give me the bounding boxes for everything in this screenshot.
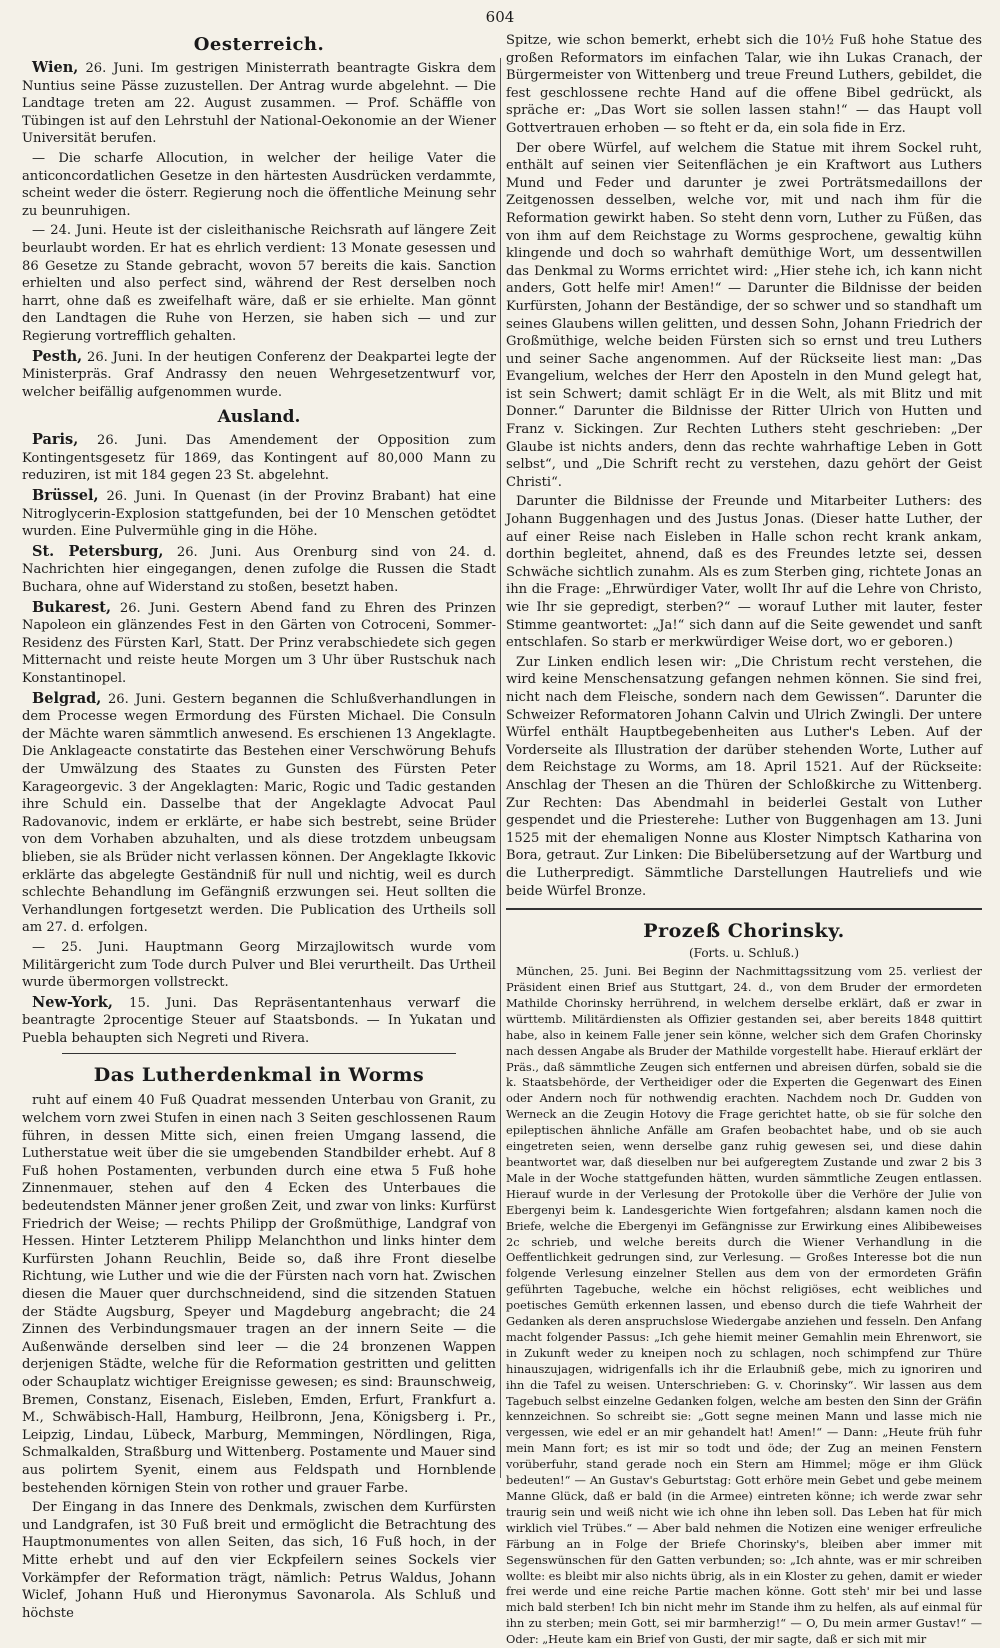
news-text: 26. Juni. Gestern Abend fand zu Ehren des Prinzen Napoleon ein glänzendes Fest in den Gärten von Cotroceni, Sommer-Residenz des Fürsten Karl, Statt. Der Prinz verabschiedete sich gegen Mitternacht und reiste heute Morgen um 3 Uhr über Rustschuk nach Konstantinopel. <box>22 600 496 686</box>
article-paragraph: Darunter die Bildnisse der Freunde und Mitarbeiter Luthers: des Johann Buggenhagen und des Justus Jonas. (Dieser hatte Luther, der auf einer Reise nach Eisleben in Halle schon recht krank ankam, dorthin begleitet, ahnend, daß es des Freundes letzte sei, dessen Schwäche sichtlich zunahm. Als es zum Sterben ging, richtete Jonas an ihn die Frage: „Ehrwürdiger Vater, wollt Ihr auf die Lehre von Christo, wie Ihr sie gepredigt, sterben?“ — worauf Luther mit lauter, fester Stimme geantwortet: „Ja!“ sich dann auf die Seite gewendet und sanft entschlafen. So starb er merkwürdiger Weise dort, wo er geboren.) <box>506 494 982 651</box>
article-title-lutherdenkmal: Das Lutherdenkmal in Worms <box>93 1064 425 1087</box>
news-text: 26. Juni. Das Amendement der Opposition zum Kontingentsgesetz für 1869, das Kontingent auf 80,000 Mann zu reduziren, ist mit 184 gegen 23 St. abgelehnt. <box>22 433 496 484</box>
article-paragraph: Spitze, wie schon bemerkt, erhebt sich die 10½ Fuß hohe Statue des großen Reformators im einfachen Talar, wie ihn Lukas Cranach, der Bürgermeister von Wittenberg und treue Freund Luthers, gebildet, die fest geschlossene rechte Hand auf die offene Bibel gedrückt, als spräche er: „Das Wort sie sollen lassen stahn!“ — das Haupt voll Gottvertrauen erhoben — so fteht er da, ein sola fide in Erz. <box>506 33 982 136</box>
news-paragraph: — 25. Juni. Hauptmann Georg Mirzajlowitsch wurde vom Militärgericht zum Tode durch Pulver und Blei verurtheilt. Das Urtheil wurde übermorgen vollstreckt. <box>22 939 496 991</box>
section-heading-oesterreich: Oesterreich. <box>193 34 325 55</box>
continuation-note: (Forts. u. Schluß.) <box>688 946 800 961</box>
dateline-place: Belgrad, <box>32 689 102 707</box>
right-column <box>506 32 982 1647</box>
news-text: 15. Juni. Das Repräsentantenhaus verwarf die beantragte 2procentige Steuer auf Staatsbonds. — In Yukatan und Puebla behaupten sich Negreti und Rivera. <box>22 995 496 1046</box>
dateline-place: New-York, <box>32 993 113 1011</box>
news-item-pesth <box>22 348 496 402</box>
article-paragraph: Zur Linken endlich lesen wir: „Die Christum recht verstehen, die wird keine Menschensatzung gefangen nehmen können. Sie sind frei, nicht nach dem Fleische, sondern nach dem Gewissen“. Darunter die Schweizer Reformatoren Johann Calvin und Ulrich Zwingli. Der untere Würfel enthält Hauptbegebenheiten aus Luther's Leben. Auf der Vorderseite als Illustration der darüber stehenden Worte, Luther auf dem Reichstage zu Worms, am 18. April 1521. Auf der Rückseite: Anschlag der Thesen an die Thüren der Schloßkirche zu Wittenberg. Zur Rechten: Das Abendmahl in beiderlei Gestalt von Luther gespendet und die Priesterehe: Luther von Buggenhagen am 13. Juni 1525 mit der ehemaligen Nonne aus Kloster Nimptsch Katharina von Bora, getraut. Zur Linken: Die Bibelübersetzung auf der Wartburg und die Lutherpredigt. Sämmtliche Darstellungen Hautreliefs und wie beide Würfel Bronze. <box>506 654 982 899</box>
article-paragraph: Der obere Würfel, auf welchem die Statue mit ihrem Sockel ruht, enthält auf seinen vier Seitenflächen je ein Kraftwort aus Luthers Mund und Feder und darunter je zwei Porträtsmedaillons der Zeitgenossen desselben, welche vor, mit und nach ihm für die Reformation gewirkt haben. So steht denn vorn, Luther zu Füßen, das von ihm auf dem Reichstage zu Worms gesprochene, gewaltig kühn klingende und doch so wahrhaft demüthige Wort, um dessentwillen das Denkmal zu Worms errichtet wird: „Hier stehe ich, ich kann nicht anders, Gott helfe mir! Amen!“ — Darunter die Bildnisse der beiden Kurfürsten, Johann der Beständige, der so schwer und so standhaft um seines Glaubens willen gelitten, und dessen Sohn, Johann Friedrich der Großmüthige, welche beiden Fürsten sich so ernst und treu Luthers und seiner Sache angenommen. Auf der Rückseite liest man: „Das Evangelium, welches der Herr den Aposteln in den Mund gelegt hat, ist sein Schwert; damit schlägt Er in die Welt, als mit Blitz und mit Donner.“ Darunter die Bildnisse der Ritter Ulrich von Hutten und Franz v. Sickingen. Zur Rechten Luthers steht geschrieben: „Der Glaube ist nichts anders, denn das rechte wahrhaftige Leben in Gott selbst“, und „Die Schrift recht zu verstehen, dazu gehört der Geist Christi“. <box>506 140 982 490</box>
news-item-petersburg <box>22 543 496 597</box>
news-text: 26. Juni. Im gestrigen Ministerrath beantragte Giskra dem Nuntius seine Pässe zuzustellen. Der Antrag wurde abgelehnt. — Die Landtage treten am 22. August zusammen. — Prof. Schäffle von Tübingen ist auf den Lehrstuhl der National-Oekonomie an der Wiener Universität berufen. <box>22 61 496 147</box>
news-text: 26. Juni. Gestern begannen die Schlußverhandlungen in dem Processe wegen Ermordung des Fürsten Michael. Die Consuln der Mächte waren sämmtlich anwesend. Es erschienen 13 Angeklagte. Die Anklageacte constatirte das Bestehen einer Verschwörung Behufs der Umwälzung des Staates zu Gunsten des Fürsten Peter Karageorgevic. 3 der Angeklagten: Maric, Rogic und Tadic gestanden ihre Schuld ein. Dasselbe that der Angeklagte Advocat Paul Radovanovic, indem er erklärte, er habe sich bestrebt, seine Brüder von dem Vorhaben abzuhalten, und als diese trotzdem unbeugsam blieben, sie als Brüder nicht verlassen können. Der Angeklagte Ikkovic erklärte das abgelegte Geständniß für null und nichtig, weil es durch schlechte Behandlung im Gefängniß erzwungen sei. Heut sollten die Verhandlungen fortgesetzt werden. Die Publication des Urtheils soll am 27. d. erfolgen. <box>22 691 496 936</box>
left-column <box>22 32 496 1621</box>
news-item-paris <box>22 431 496 485</box>
article-paragraph: ruht auf einem 40 Fuß Quadrat messenden Unterbau von Granit, zu welchem vorn zwei Stufen in einen nach 3 Seiten geschlossenen Raum führen, in dessen Mitte sich, einen freien Umgang lassend, die Lutherstatue weit über die sie umgebenden Standbilder erhebt. Auf 8 Fuß hohen Postamenten, verbunden durch eine etwa 5 Fuß hohe Zinnenmauer, stehen auf den 4 Ecken des Unterbaues die bedeutendsten Männer jener großen Zeit, und zwar von links: Kurfürst Friedrich der Weise; — rechts Philipp der Großmüthige, Landgraf von Hessen. Hinter Letzterem Philipp Melanchthon und links hinter dem Kurfürsten Johann Reuchlin, Beide so, daß ihre Front dieselbe Richtung, wie Luther und wie die der Fürsten nach vorn hat. Zwischen diesen die Mauer quer durchschneidend, sind die sitzenden Statuen der Städte Augsburg, Speyer und Magdeburg angebracht; die 24 Zinnen des Verbindungsmauer tragen an der innern Seite — die Außenwände derselben sind leer — die 24 bronzenen Wappen derjenigen Städte, welche für die Reformation gestritten und gelitten oder Schauplatz wichtiger Ereignisse gewesen; es sind: Braunschweig, Bremen, Constanz, Eisenach, Eisleben, Emden, Erfurt, Frankfurt a. M., Schwäbisch-Hall, Hamburg, Heilbronn, Jena, Königsberg i. Pr., Leipzig, Lindau, Lübeck, Marburg, Memmingen, Nördlingen, Riga, Schmalkalden, Straßburg und Wittenberg. Postamente und Mauer sind aus polirtem Syenit, einem aus Feldspath und Hornblende bestehenden körnigen Stein von rother und grauer Farbe. <box>22 1093 496 1496</box>
dateline-place: Paris, <box>32 431 79 449</box>
news-text: 26. Juni. In der heutigen Conferenz der Deakpartei legte der Ministerpräs. Graf Andrassy den neuen Wehrgesetzentwurf vor, welcher beifällig aufgenommen wurde. <box>22 349 496 400</box>
dateline-place: St. Petersburg, <box>32 542 164 560</box>
news-paragraph: — Die scharfe Allocution, in welcher der heilige Vater die anticoncordatlichen Gesetze in den härtesten Ausdrücken verdammte, scheint weder die österr. Regierung noch die öffentliche Meinung sehr zu beunruhigen. <box>22 150 496 219</box>
news-item-belgrad <box>22 690 496 937</box>
news-text: 26. Juni. In Quenast (in der Provinz Brabant) hat eine Nitroglycerin-Explosion stattgefunden, bei der 10 Menschen getödtet wurden. Eine Pulvermühle ging in die Höhe. <box>22 489 496 540</box>
news-item-bruessel <box>22 487 496 541</box>
page-number: 604 <box>485 8 515 26</box>
dateline-place: Bukarest, <box>32 598 112 616</box>
news-paragraph: — 24. Juni. Heute ist der cisleithanische Reichsrath auf längere Zeit beurlaubt worden. Er hat es ehrlich verdient: 13 Monate gesessen und 86 Gesetze zu Stande gebracht, wovon 57 bereits die kais. Sanction erhielten und also perfect sind, während der Rest derselben noch harrt, ohne daß es zweifelhaft wäre, daß er sie erhielte. Man gönnt den Landtagen die Ruhe von Herzen, sie haben sich — und zur Regierung vortrefflich gehalten. <box>22 223 496 344</box>
news-text: 26. Juni. Aus Orenburg sind von 24. d. Nachrichten hier eingegangen, denen zufolge die Russen die Stadt Buchara, ohne auf Widerstand zu stoßen, besetzt haben. <box>22 544 496 596</box>
news-item-newyork <box>22 994 496 1048</box>
column-divider <box>500 58 501 1478</box>
dateline-place: Brüssel, <box>32 487 99 505</box>
article-paragraph: Der Eingang in das Innere des Denkmals, zwischen dem Kurfürsten und Landgrafen, ist 30 Fuß breit und ermöglicht die Betrachtung des Hauptmonumentes von allen Seiten, das sich, 16 Fuß hoch, in der Mitte erhebt und auf den vier Eckpfeilern seines Sockels vier Vorkämpfer der Reformation trägt, nämlich: Petrus Waldus, Johann Wiclef, Johann Huß und Hieronymus Savonarola. Als Schluß und höchste <box>22 1500 496 1621</box>
section-separator <box>506 908 982 910</box>
news-item-bukarest <box>22 599 496 688</box>
dateline-place: Pesth, <box>32 347 83 365</box>
article-paragraph: München, 25. Juni. Bei Beginn der Nachmittagssitzung vom 25. verliest der Präsident einen Brief aus Stuttgart, 24. d., von dem Bruder der ermordeten Mathilde Chorinsky herrührend, in welchem derselbe erklärt, daß er zwar in württemb. Militärdiensten als Offizier gestanden sei, aber bereits 1848 quittirt habe, also in keinem Falle jener sein könne, welcher sich dem Grafen Chorinsky nach dessen Angabe als Bruder der Mathilde vorgestellt habe. Hierauf erklärt der Präs., daß sämmtliche Zeugen sich entfernen und abreisen dürfen, sobald sie die k. Staatsbehörde, der Vertheidiger oder die Experten die Gegenwart des Einen oder Andern noch für nothwendig erachten. Nachdem noch Dr. Gudden von Werneck an die Zeugin Hotovy die Frage gerichtet hatte, ob sie für solche den epileptischen ähnliche Anfälle am Grafen beobachtet habe, und ob sie auch eingetreten seien, wenn derselbe ganz ruhig gewesen sei, und diese dahin beantwortet war, daß dieselben nur bei aufgeregtem Zustande und zwar 2 bis 3 Male in der Woche stattgefunden hätten, wurden sämmtliche Zeugen entlassen. Hierauf wurde in der Verlesung der Protokolle über die Verhöre der Julie von Ebergenyi beim k. Landesgerichte Wien fortgefahren; alsdann kamen noch die Briefe, welche die Ebergenyi im Gefängnisse zur Erwirkung eines Alibibeweises 2c schrieb, und welche bereits durch die Wiener Verhandlung in die Oeffentlichkeit gedrungen sind, zur Verlesung. — Großes Interesse bot die nun folgende Verlesung einzelner Stellen aus dem von der ermordeten Gräfin geführten Tagebuche, welche ein höchst religiöses, echt weibliches und poetisches Gemüth erkennen lassen, und ebenso durch die tiefe Wahrheit der Gedanken als deren anspruchslose Wiedergabe anziehen und fesseln. Den Anfang macht folgender Passus: „Ich gehe hiemit meiner Gemahlin mein Ehrenwort, sie in Zukunft weder zu kneipen noch zu schlagen, noch schimpfend zur Thüre hinauszujagen, widrigenfalls ich ihr die Erlaubniß gebe, mich zu ignoriren und ihn die Tafel zu weisen. Unterschrieben: G. v. Chorinsky“. Wir lassen aus dem Tagebuch selbst einzelne Gedanken folgen, welche am besten den Sinn der Gräfin kennzeichnen. So schreibt sie: „Gott segne meinen Mann und lasse mich nie vergessen, wie edel er an mir gehandelt hat! Amen!“ — Dann: „Heute früh fuhr mein Mann fort; es ist mir so todt und öde; der Zug an meinen Fenstern vorüberfuhr, stand gerade noch ein Stern am Himmel; möge er ihm Glück bedeuten!“ — An Gustav's Geburtstag: Gott erhöre mein Gebet und gebe meinem Manne Glück, daß er bald (in die Armee) eintreten könne; ich werde zwar sehr traurig sein und weiß nicht wie ich ohne ihn leben soll. Das Leben hat für mich wirklich viel Trübes.“ — Aber bald nehmen die Notizen eine weniger erfreuliche Färbung an in Folge der Briefe Chorinsky's, bleiben aber immer mit Segenswünschen für den Gatten verbunden; so: „Ich ahnte, was er mir schreiben wollte: es bleibt mir also nichts übrig, als in ein Kloster zu gehen, damit er wieder frei werde und eine reiche Partie machen könne. Gott steh' mir bei und lasse mich bald sterben! Ich bin nicht mehr im Stande ihm zu helfen, als auf einmal für ihn zu sterben; mein Gott, sei mir barmherzig!“ — O, Du mein armer Gustav!“ — Oder: „Heute kam ein Brief von Gusti, der mir sagte, daß er sich mit mir <box>506 964 982 1647</box>
section-heading-ausland: Ausland. <box>217 407 301 428</box>
news-item-wien <box>22 59 496 148</box>
section-separator <box>62 1053 456 1054</box>
dateline-place: Wien, <box>32 59 79 76</box>
article-title-prozess: Prozeß Chorinsky. <box>643 920 845 943</box>
